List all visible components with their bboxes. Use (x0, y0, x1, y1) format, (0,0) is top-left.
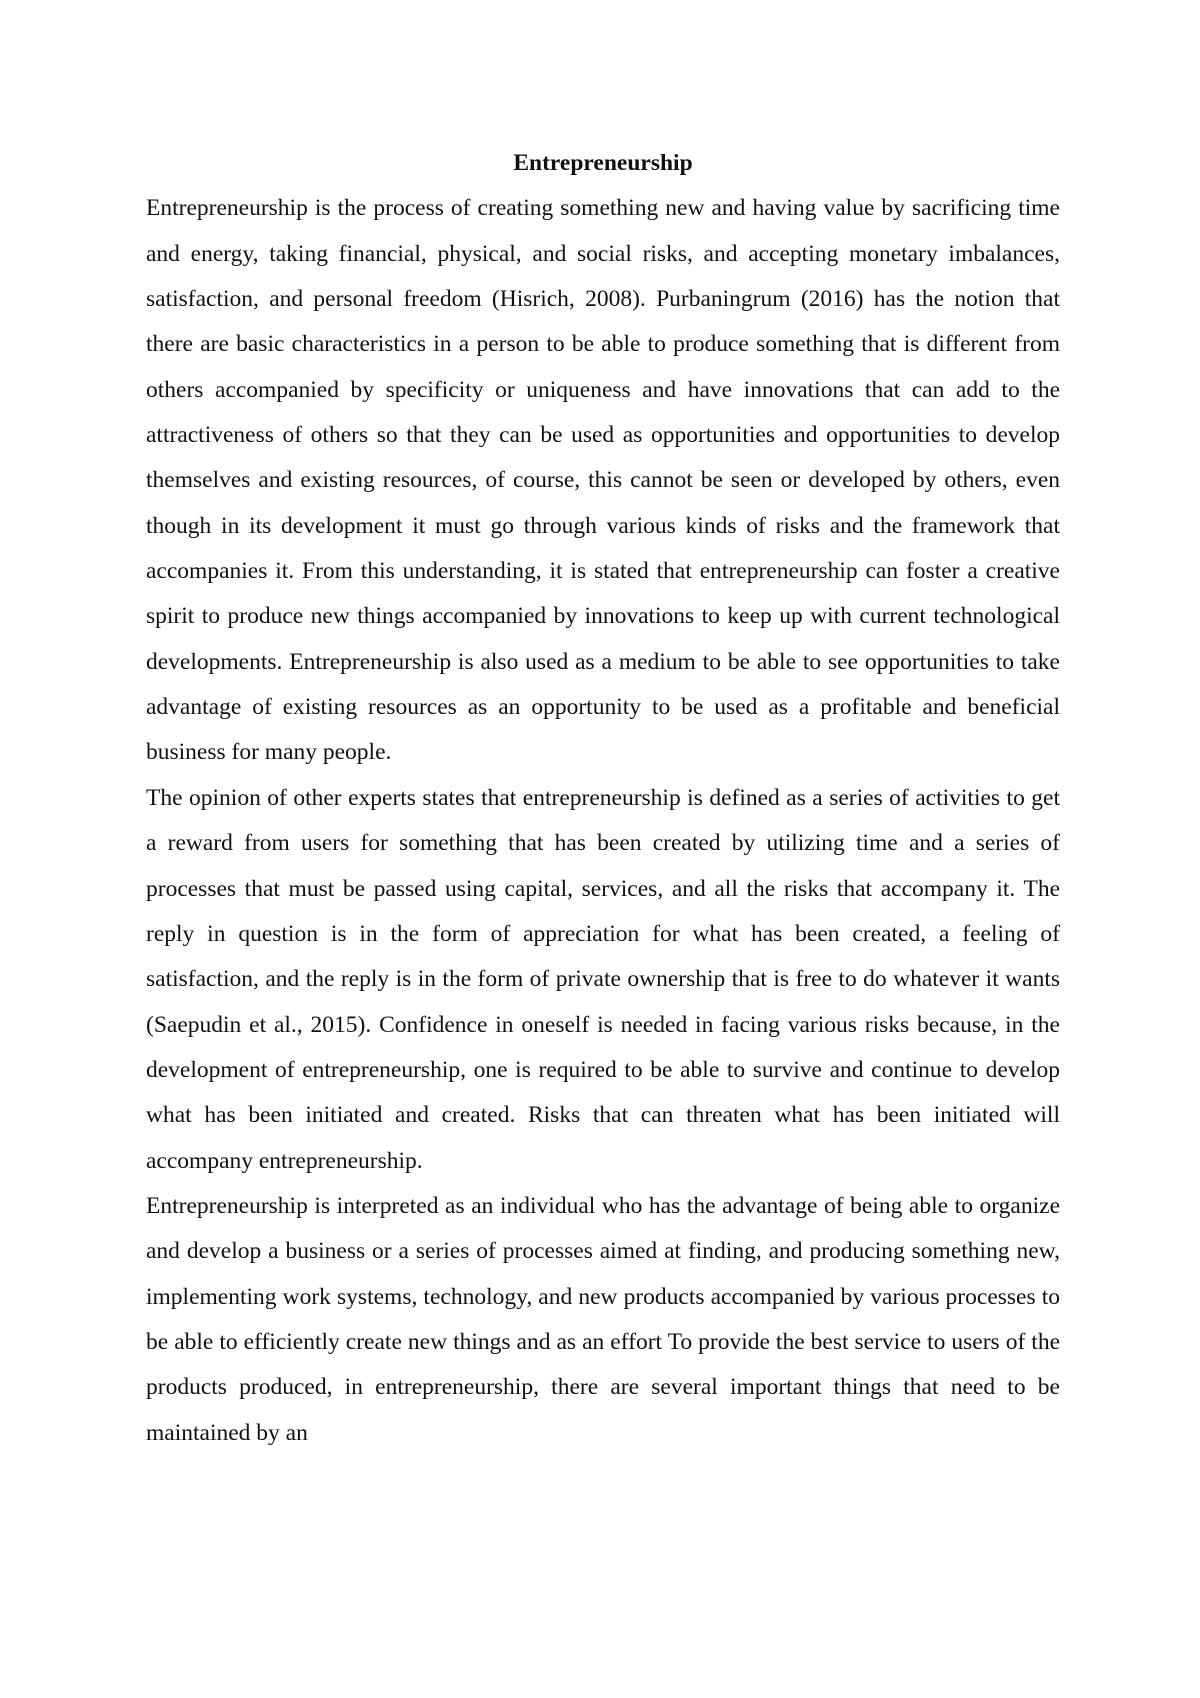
paragraph-expert-opinion: The opinion of other experts states that entrepreneurship is defined as a series of activities to get a reward from users for something that has been created by utilizing time and a series of processes that must be passed using capital, services, and all the risks that accompany it. The reply in question is in the form of appreciation for what has been created, a feeling of satisfaction, and the reply is in the form of private ownership that is free to do whatever it wants (Saepudin et al., 2015). Confidence in oneself is needed in facing various risks because, in the development of entrepreneurship, one is required to be able to survive and continue to develop what has been initiated and created. Risks that can threaten what has been initiated will accompany entrepreneurship. (146, 784, 1060, 1174)
document-title: Entrepreneurship (513, 150, 693, 176)
document-body (146, 141, 1060, 1456)
paragraph-interpretation: Entrepreneurship is interpreted as an individual who has the advantage of being able to organize and develop a business or a series of processes aimed at finding, and producing something new, implementing work systems, technology, and new products accompanied by various processes to be able to efficiently create new things and as an effort To provide the best service to users of the products produced, in entrepreneurship, there are several important things that need to be maintained by an (146, 1192, 1060, 1446)
paragraph-definition: Entrepreneurship is the process of creating something new and having value by sacrificing time and energy, taking financial, physical, and social risks, and accepting monetary imbalances, satisfaction, and personal freedom (Hisrich, 2008). Purbaningrum (2016) has the notion that there are basic characteristics in a person to be able to produce something that is different from others accompanied by specificity or uniqueness and have innovations that can add to the attractiveness of others so that they can be used as opportunities and opportunities to develop themselves and existing resources, of course, this cannot be seen or developed by others, even though in its development it must go through various kinds of risks and the framework that accompanies it. From this understanding, it is stated that entrepreneurship can foster a creative spirit to produce new things accompanied by innovations to keep up with current technological developments. Entrepreneurship is also used as a medium to be able to see opportunities to take advantage of existing resources as an opportunity to be used as a profitable and beneficial business for many people. (146, 195, 1060, 766)
